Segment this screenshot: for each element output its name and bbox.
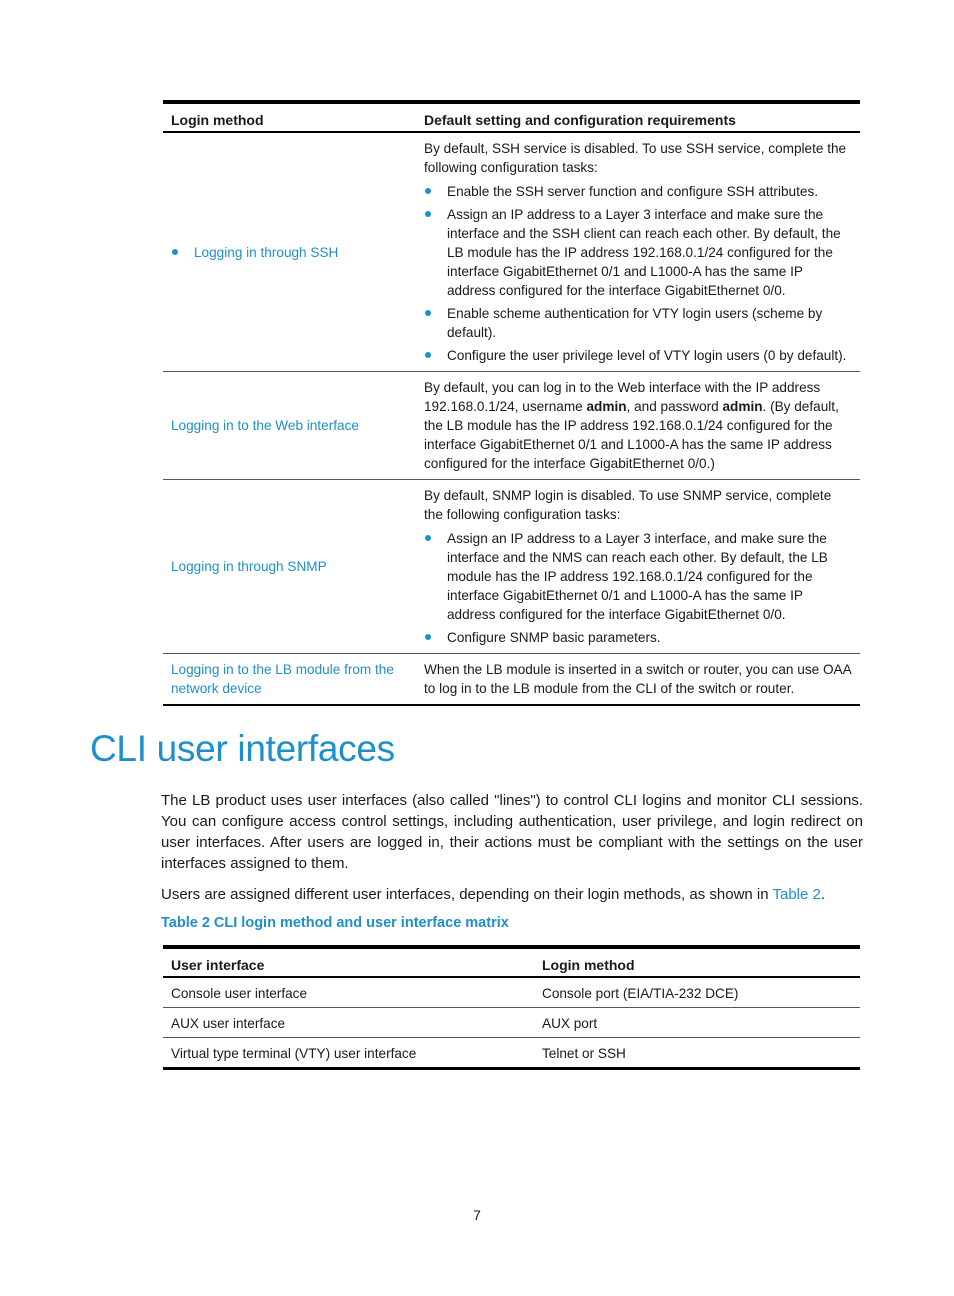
requirements-cell [416, 654, 860, 706]
body-paragraph: The LB product uses user interfaces (also called "lines") to control CLI logins and monitor CLI sessions. You can configure access control settings, including authentication, user privilege, and login redirect on user interfaces. After users are logged in, their actions must be compliant with the settings on the user interfaces assigned to them. [161, 792, 863, 872]
list-item [424, 529, 852, 624]
method-cell [163, 654, 416, 706]
list-item-text: Assign an IP address to a Layer 3 interface and make sure the interface and the SSH client can reach each other. By default, the LB module has the IP address 192.168.0.1/24 configured for the interface GigabitEthernet 0/1 and L1000-A has the same IP address configured for the interface GigabitEthernet 0/0. [447, 207, 841, 298]
list-item [424, 205, 852, 300]
column-header: Login method [163, 102, 416, 132]
list-item [424, 304, 852, 342]
table-2-link[interactable]: Table 2 [772, 886, 821, 903]
method-cell [163, 372, 416, 480]
cell-text [424, 378, 852, 473]
password-value: admin [722, 399, 763, 414]
column-header: Login method [534, 947, 860, 977]
paragraph-text: Users are assigned different user interfaces, depending on their login methods, as shown in [161, 886, 773, 903]
cell-text-part: . (By default, the LB module has the IP address 192.168.0.1/24 configured for the interface GigabitEthernet 0/1 and L1000-A has the same IP address configured for the interface GigabitEthernet 0/0.) [424, 399, 839, 471]
table-caption: Table 2 CLI login method and user interface matrix [161, 915, 509, 931]
table-row [163, 132, 860, 372]
list-item [424, 182, 852, 201]
page-number: 7 [473, 1207, 481, 1223]
cell-text: When the LB module is inserted in a switch or router, you can use OAA to log in to the LB module from the CLI of the switch or router. [424, 662, 851, 696]
bullet-icon [425, 352, 431, 358]
list-item-text: Enable the SSH server function and configure SSH attributes. [447, 184, 819, 199]
table-header-row [163, 102, 860, 132]
body-paragraph [161, 884, 863, 905]
table-row [163, 1008, 860, 1038]
ssh-login-link[interactable]: Logging in through SSH [194, 244, 339, 260]
paragraph-text: . [820, 886, 826, 903]
table-cell: Console port (EIA/TIA-232 DCE) [542, 986, 739, 1001]
table-row [163, 654, 860, 706]
method-cell [163, 132, 416, 372]
bullet-icon [425, 634, 431, 640]
table-cell: Virtual type terminal (VTY) user interface [163, 1038, 534, 1069]
user-interface-table [163, 945, 860, 1070]
section-title: CLI user interfaces [90, 728, 395, 769]
cell-text: By default, SSH service is disabled. To use SSH service, complete the following configuration tasks: [424, 141, 847, 175]
table-row [163, 372, 860, 480]
list-item-text: Assign an IP address to a Layer 3 interface, and make sure the interface and the NMS can reach each other. By default, the LB module has the IP address 192.168.0.1/24 configured for the interface GigabitEthernet 0/1 and L1000-A has the same IP address configured for the interface GigabitEthernet 0/0. [447, 531, 828, 622]
column-header: Default setting and configuration requirements [416, 102, 860, 132]
table-header-row [163, 947, 860, 977]
table-row [163, 977, 860, 1008]
username-value: admin [586, 399, 627, 414]
table-cell: AUX user interface [163, 1008, 534, 1038]
requirements-cell [416, 480, 860, 654]
web-login-link[interactable]: Logging in to the Web interface [171, 418, 359, 433]
requirements-cell [416, 132, 860, 372]
column-header: User interface [163, 947, 534, 977]
cell-text-part: , and password [626, 399, 723, 414]
bullet-icon [425, 211, 431, 217]
network-device-login-link[interactable]: Logging in to the LB module from the network device [171, 662, 394, 696]
method-cell [163, 480, 416, 654]
list-item-text: Configure the user privilege level of VTY login users (0 by default). [447, 348, 847, 363]
list-item [424, 628, 852, 647]
bullet-list [424, 529, 852, 647]
list-item [171, 243, 408, 262]
bullet-icon [425, 535, 431, 541]
bullet-icon [172, 249, 178, 255]
login-methods-table [163, 100, 860, 706]
list-item [424, 346, 852, 365]
requirements-cell [416, 372, 860, 480]
snmp-login-link[interactable]: Logging in through SNMP [171, 559, 327, 574]
table-cell: Console user interface [171, 986, 308, 1001]
list-item-text: Enable scheme authentication for VTY login users (scheme by default). [447, 306, 823, 340]
table-row [163, 480, 860, 654]
list-item-text: Configure SNMP basic parameters. [447, 630, 661, 645]
cell-text-part: By default, you can log in to the Web interface with the IP address 192.168.0.1/24, username [424, 380, 821, 414]
table-row [163, 1038, 860, 1069]
bullet-icon [425, 310, 431, 316]
table-cell: AUX port [534, 1008, 860, 1038]
bullet-list [424, 182, 852, 365]
cell-text: By default, SNMP login is disabled. To use SNMP service, complete the following configuration tasks: [424, 488, 832, 522]
table-cell: Telnet or SSH [534, 1038, 860, 1069]
bullet-icon [425, 188, 431, 194]
